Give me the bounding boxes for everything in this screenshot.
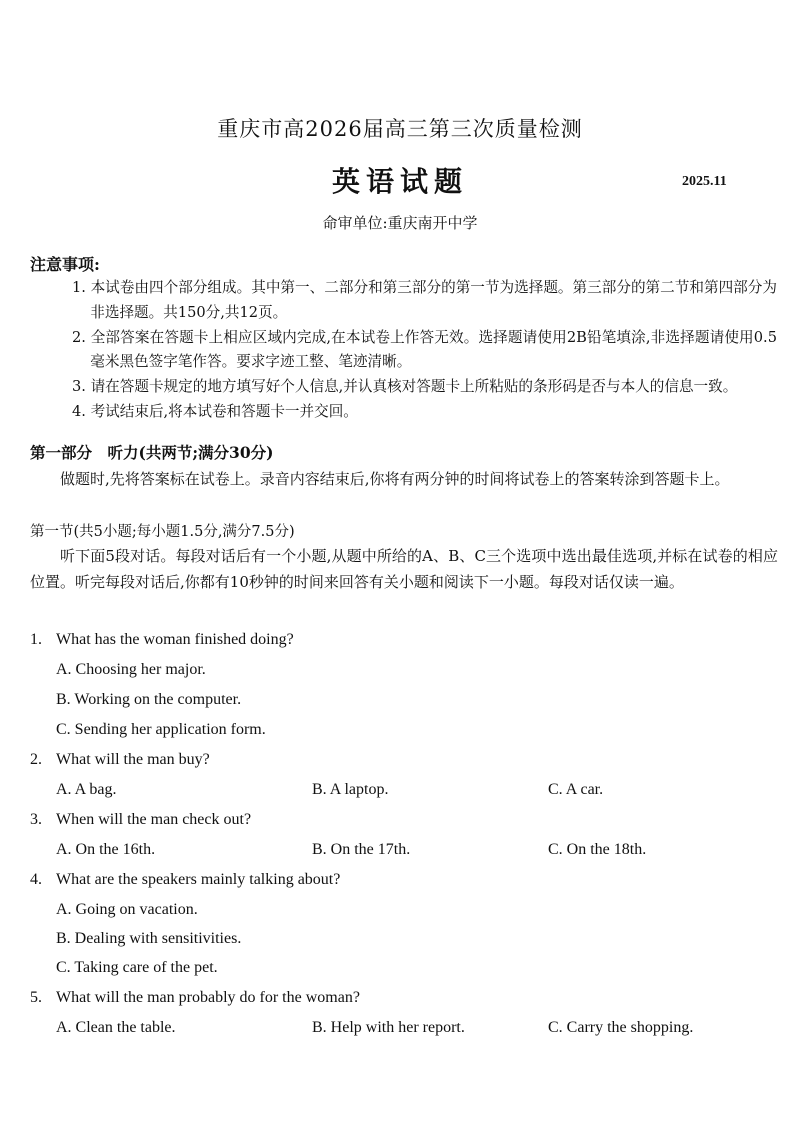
option-4b: B. Dealing with sensitivities. bbox=[56, 930, 242, 947]
subject-title: 英语试题 bbox=[331, 165, 468, 198]
option-1b: B. Working on the computer. bbox=[56, 691, 242, 708]
option-4a: A. Going on vacation. bbox=[56, 901, 198, 918]
section1-heading: 第一节(共5小题;每小题1.5分,满分7.5分) bbox=[30, 524, 295, 540]
question-3 bbox=[30, 811, 251, 829]
notice-heading: 注意事项: bbox=[30, 255, 100, 274]
option-2a: A. A bag. bbox=[56, 781, 117, 798]
part1-heading: 第一部分 听力(共两节;满分30分) bbox=[30, 443, 274, 462]
option-1c: C. Sending her application form. bbox=[56, 721, 266, 738]
question-text: What has the woman finished doing? bbox=[56, 631, 294, 648]
question-text: What will the man probably do for the woman? bbox=[56, 989, 360, 1006]
notice-item: 4. 考试结束后,将本试卷和答题卡一并交回。 bbox=[72, 402, 358, 420]
option-3a: A. On the 16th. bbox=[56, 841, 156, 858]
question-number: 1. bbox=[30, 631, 42, 648]
option-2c: C. A car. bbox=[548, 781, 604, 798]
option-5a: A. Clean the table. bbox=[56, 1019, 176, 1036]
question-1 bbox=[30, 631, 294, 649]
notice-item: 3. 请在答题卡规定的地方填写好个人信息,并认真核对答题卡上所粘贴的条形码是否与本人的信息一致。 bbox=[72, 378, 738, 396]
question-2 bbox=[30, 751, 210, 769]
question-text: What are the speakers mainly talking about? bbox=[56, 871, 341, 888]
option-3b: B. On the 17th. bbox=[312, 841, 411, 858]
option-3c: C. On the 18th. bbox=[548, 841, 647, 858]
notice-item: 1. 本试卷由四个部分组成。其中第一、二部分和第三部分的第一节为选择题。第三部分的第二节和第四部分为非选择题。共150分,共12页。 bbox=[72, 279, 777, 321]
question-number: 5. bbox=[30, 989, 42, 1006]
option-5c: C. Carry the shopping. bbox=[548, 1019, 694, 1036]
question-5 bbox=[30, 989, 360, 1007]
question-text: When will the man check out? bbox=[56, 811, 252, 828]
notice-list bbox=[72, 276, 777, 425]
option-2b: B. A laptop. bbox=[312, 781, 389, 798]
question-number: 4. bbox=[30, 871, 42, 888]
exam-date: 2025.11 bbox=[682, 174, 727, 189]
question-number: 2. bbox=[30, 751, 42, 768]
option-5b: B. Help with her report. bbox=[312, 1019, 465, 1036]
part1-instruction: 做题时,先将答案标在试卷上。录音内容结束后,你将有两分钟的时间将试卷上的答案转涂到答题卡上。 bbox=[60, 470, 730, 488]
setter-unit: 命审单位:重庆南开中学 bbox=[322, 214, 478, 232]
section1-instruction: 听下面5段对话。每段对话后有一个小题,从题中所给的A、B、C三个选项中选出最佳选项,并标在试卷的相应位置。听完每段对话后,你都有10秒钟的时间来回答有关小题和阅读下一小题。每段对话仅读一遍。 bbox=[30, 547, 778, 591]
question-4 bbox=[30, 871, 340, 889]
option-1a: A. Choosing her major. bbox=[56, 661, 206, 678]
option-4c: C. Taking care of the pet. bbox=[56, 959, 218, 976]
question-number: 3. bbox=[30, 811, 42, 828]
notice-item: 2. 全部答案在答题卡上相应区域内完成,在本试卷上作答无效。选择题请使用2B铅笔填涂,非选择题请使用0.5毫米黑色签字笔作答。要求字迹工整、笔迹清晰。 bbox=[72, 328, 777, 371]
exam-title: 重庆市高2026届高三第三次质量检测 bbox=[217, 117, 583, 141]
question-text: What will the man buy? bbox=[56, 751, 210, 768]
